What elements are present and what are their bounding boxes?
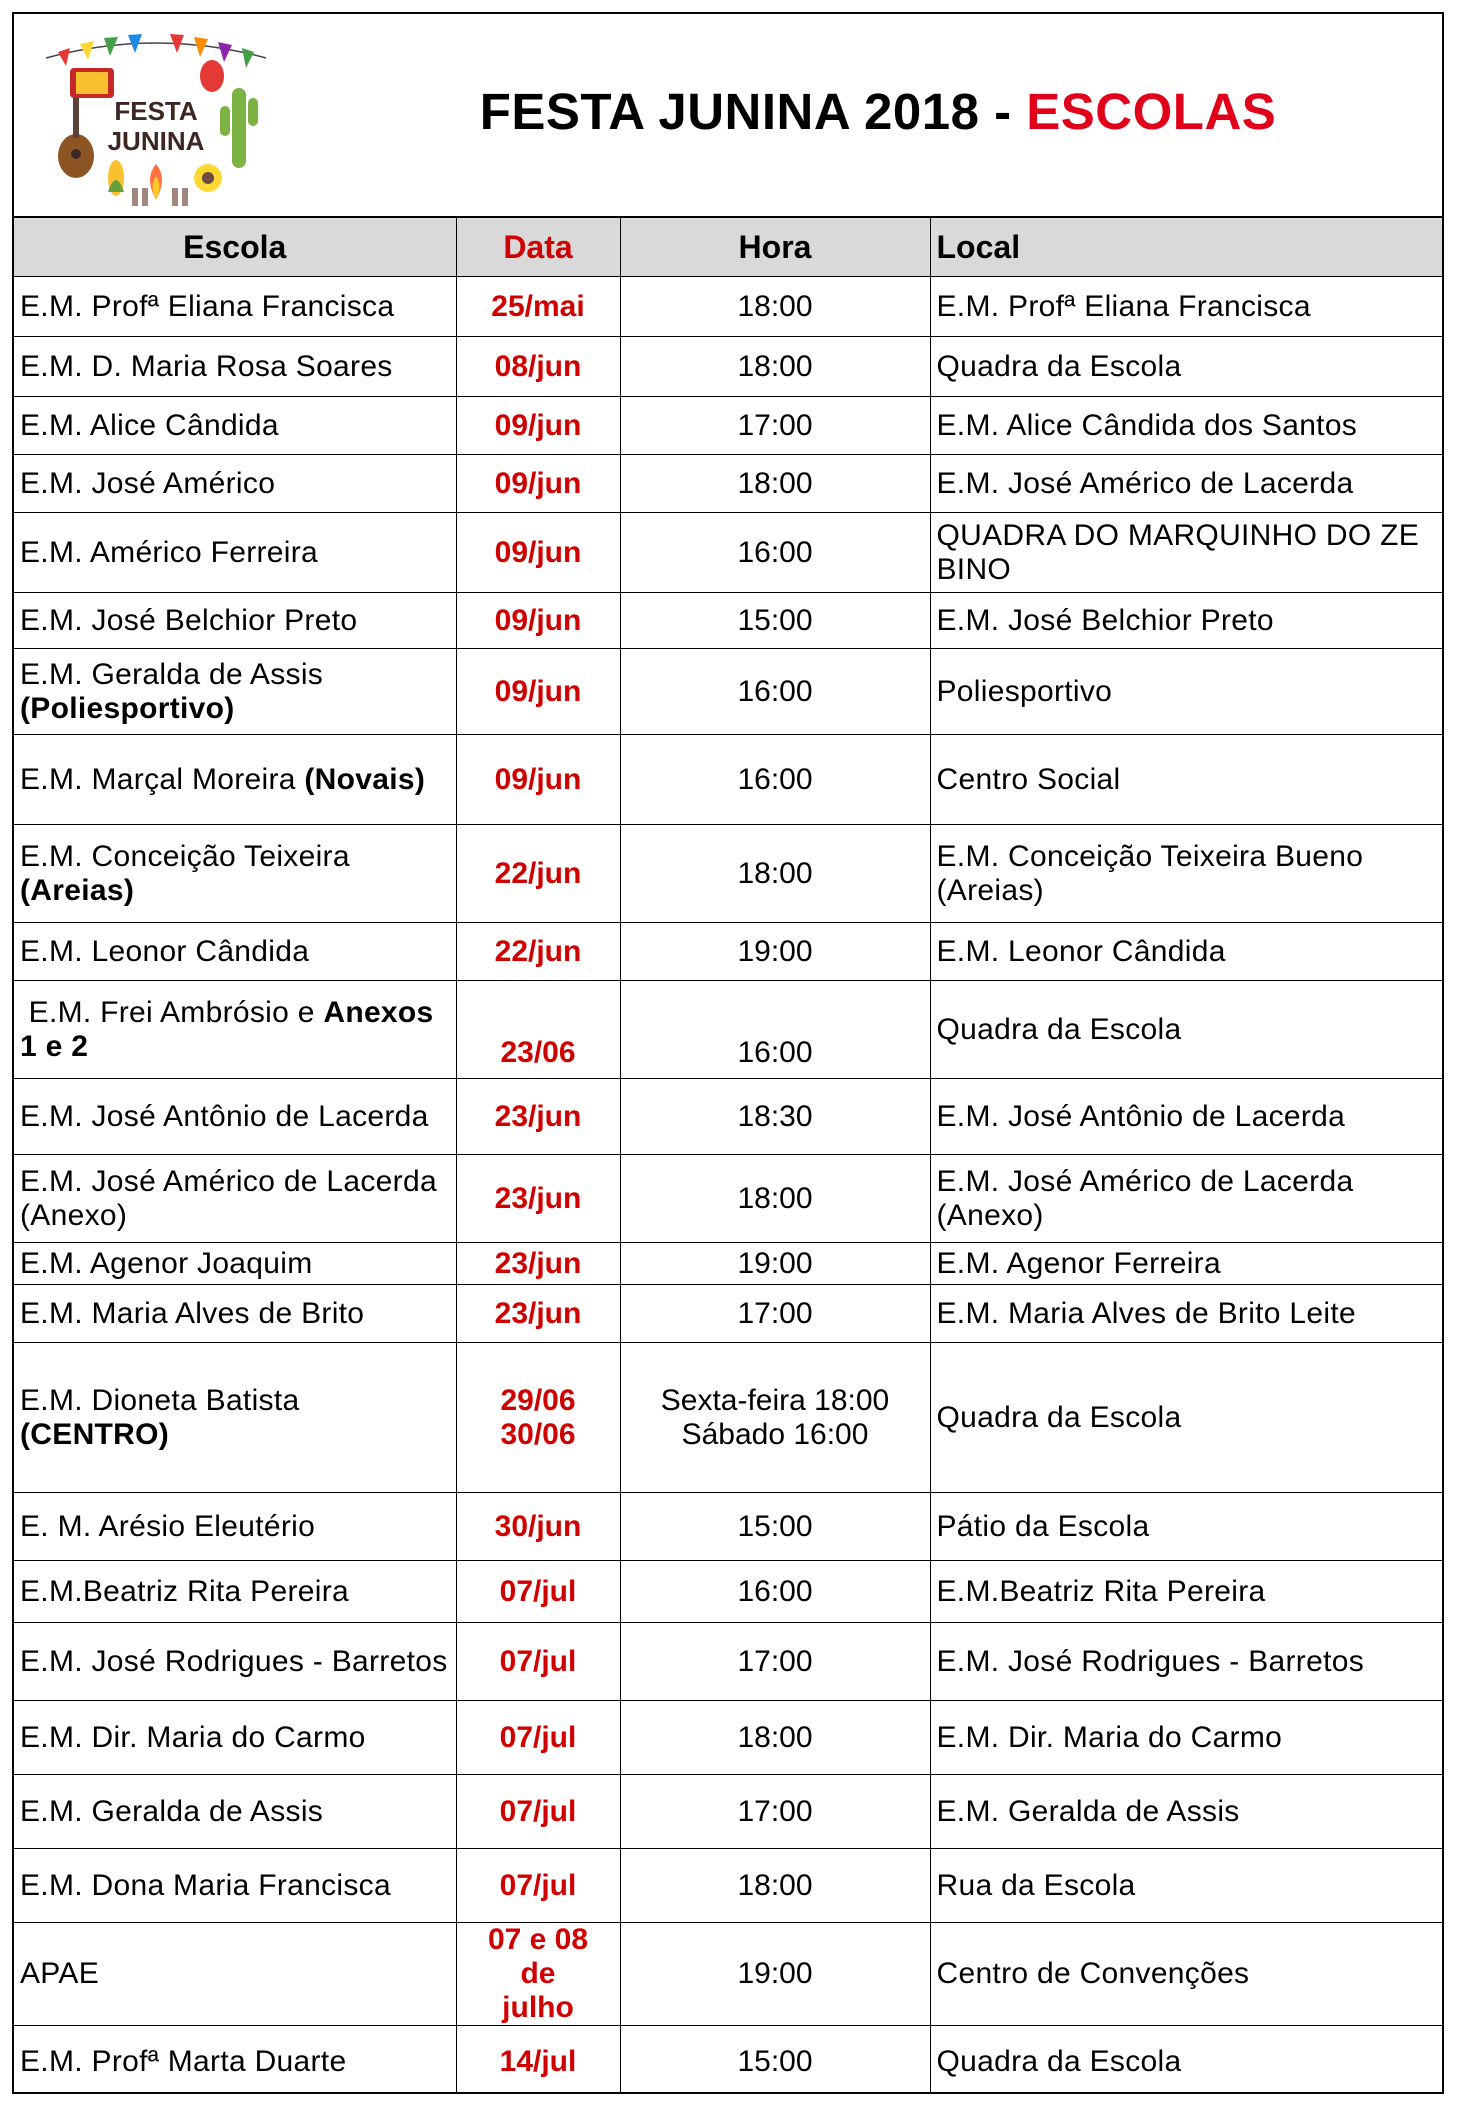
table-row xyxy=(14,455,1444,513)
cell-escola: E.M. Leonor Cândida xyxy=(14,923,456,981)
cell-escola: E.M. José Américo xyxy=(14,455,456,513)
table-row xyxy=(14,277,1444,337)
table-row xyxy=(14,1701,1444,1775)
cell-escola: E.M. Alice Cândida xyxy=(14,397,456,455)
cell-hora xyxy=(620,1343,930,1493)
cell-local: Pátio da Escola xyxy=(930,1493,1444,1561)
cell-hora: 17:00 xyxy=(620,1775,930,1849)
cell-local: E.M. José Rodrigues - Barretos xyxy=(930,1623,1444,1701)
logo-text-2: JUNINA xyxy=(107,126,205,156)
cell-data: 07/jul xyxy=(456,1561,620,1623)
cell-local: E.M. Maria Alves de Brito Leite xyxy=(930,1285,1444,1343)
cell-data: 22/jun xyxy=(456,923,620,981)
cell-data: 22/jun xyxy=(456,825,620,923)
cell-escola xyxy=(14,825,456,923)
escola-name: E.M. Dioneta Batista xyxy=(20,1383,300,1417)
table-row xyxy=(14,649,1444,735)
cell-data: 23/jun xyxy=(456,1155,620,1243)
cell-escola xyxy=(14,1343,456,1493)
cell-hora: 19:00 xyxy=(620,1243,930,1285)
date-2: 30/06 xyxy=(500,1417,576,1451)
cell-hora: 18:00 xyxy=(620,277,930,337)
time-1: Sexta-feira 18:00 xyxy=(660,1383,890,1417)
cell-hora: 18:00 xyxy=(620,1849,930,1923)
table-row xyxy=(14,1923,1444,2026)
date-1: 29/06 xyxy=(500,1383,576,1417)
cell-escola: E. M. Arésio Eleutério xyxy=(14,1493,456,1561)
cell-escola: E.M. José Américo de Lacerda (Anexo) xyxy=(14,1155,456,1243)
table-row xyxy=(14,513,1444,593)
schedule-table xyxy=(14,218,1444,2094)
cell-hora: 18:00 xyxy=(620,825,930,923)
cell-data: 09/jun xyxy=(456,513,620,593)
cell-escola xyxy=(14,735,456,825)
cell-hora: 17:00 xyxy=(620,1623,930,1701)
logo-text-1: FESTA xyxy=(114,96,198,126)
table-row xyxy=(14,981,1444,1079)
cell-local: E.M.Beatriz Rita Pereira xyxy=(930,1561,1444,1623)
escola-name-bold: (Novais) xyxy=(304,762,426,796)
cell-local: Centro de Convenções xyxy=(930,1923,1444,2026)
time-2: Sábado 16:00 xyxy=(681,1417,869,1451)
cell-local: QUADRA DO MARQUINHO DO ZE BINO xyxy=(930,513,1444,593)
cell-local: E.M. Geralda de Assis xyxy=(930,1775,1444,1849)
cell-local: Poliesportivo xyxy=(930,649,1444,735)
table-row xyxy=(14,2025,1444,2094)
escola-name: E.M. Frei Ambrósio e xyxy=(28,995,315,1029)
cell-local: Centro Social xyxy=(930,735,1444,825)
cell-hora: 15:00 xyxy=(620,1493,930,1561)
cell-hora: 18:00 xyxy=(620,455,930,513)
cell-local: Quadra da Escola xyxy=(930,981,1444,1079)
table-row xyxy=(14,1775,1444,1849)
cell-local: E.M. José Américo de Lacerda (Anexo) xyxy=(930,1155,1444,1243)
header xyxy=(14,14,1442,218)
cell-local: E.M. Alice Cândida dos Santos xyxy=(930,397,1444,455)
cell-hora: 19:00 xyxy=(620,923,930,981)
cell-data: 23/jun xyxy=(456,1079,620,1155)
cell-hora: 19:00 xyxy=(620,1923,930,2026)
table-row xyxy=(14,1343,1444,1493)
escola-name-bold: Anexos 1 e 2 xyxy=(20,995,434,1063)
table-row xyxy=(14,1493,1444,1561)
escola-name: E.M. Geralda de Assis xyxy=(20,657,324,691)
table-row xyxy=(14,397,1444,455)
cell-data: 07/jul xyxy=(456,1623,620,1701)
cell-escola: E.M. Dir. Maria do Carmo xyxy=(14,1701,456,1775)
column-header-local: Local xyxy=(930,218,1444,277)
cell-data: 14/jul xyxy=(456,2025,620,2094)
cell-local: E.M. Profª Eliana Francisca xyxy=(930,277,1444,337)
cell-local: Quadra da Escola xyxy=(930,2025,1444,2094)
cell-hora: 17:00 xyxy=(620,397,930,455)
table-row xyxy=(14,735,1444,825)
cell-escola: APAE xyxy=(14,1923,456,2026)
cell-data: 07/jul xyxy=(456,1775,620,1849)
cell-local: E.M. Dir. Maria do Carmo xyxy=(930,1701,1444,1775)
table-row xyxy=(14,1623,1444,1701)
schedule-sheet xyxy=(12,12,1444,2094)
escola-name-bold: (CENTRO) xyxy=(20,1417,170,1451)
festa-junina-logo xyxy=(36,28,276,208)
cell-local: E.M. José Américo de Lacerda xyxy=(930,455,1444,513)
cell-data: 07 e 08 de julho xyxy=(456,1923,620,2026)
cell-data: 09/jun xyxy=(456,455,620,513)
table-row xyxy=(14,923,1444,981)
cell-hora: 16:00 xyxy=(620,649,930,735)
title-main: FESTA JUNINA 2018 - xyxy=(479,83,1027,140)
table-row xyxy=(14,1243,1444,1285)
cell-data: 23/jun xyxy=(456,1285,620,1343)
cell-data: 23/06 xyxy=(456,981,620,1079)
cell-hora: 18:00 xyxy=(620,1155,930,1243)
cell-hora: 16:00 xyxy=(620,735,930,825)
cell-data: 30/jun xyxy=(456,1493,620,1561)
title-accent: ESCOLAS xyxy=(1026,83,1277,140)
cell-local: E.M. Agenor Ferreira xyxy=(930,1243,1444,1285)
column-header-escola: Escola xyxy=(14,218,456,277)
table-row xyxy=(14,1155,1444,1243)
cell-data: 09/jun xyxy=(456,593,620,649)
cell-local: Quadra da Escola xyxy=(930,1343,1444,1493)
cell-local: Rua da Escola xyxy=(930,1849,1444,1923)
table-row xyxy=(14,1561,1444,1623)
cell-escola: E.M. José Belchior Preto xyxy=(14,593,456,649)
cell-data: 09/jun xyxy=(456,397,620,455)
table-row xyxy=(14,1849,1444,1923)
cell-data: 09/jun xyxy=(456,649,620,735)
cell-data: 25/mai xyxy=(456,277,620,337)
cell-escola: E.M. José Rodrigues - Barretos xyxy=(14,1623,456,1701)
cell-data: 09/jun xyxy=(456,735,620,825)
column-header-hora: Hora xyxy=(620,218,930,277)
cell-escola xyxy=(14,981,456,1079)
cell-escola: E.M. Dona Maria Francisca xyxy=(14,1849,456,1923)
column-header-data: Data xyxy=(456,218,620,277)
cell-escola xyxy=(14,649,456,735)
cell-hora: 15:00 xyxy=(620,2025,930,2094)
cell-escola: E.M. D. Maria Rosa Soares xyxy=(14,337,456,397)
cell-hora: 15:00 xyxy=(620,593,930,649)
cell-hora: 18:30 xyxy=(620,1079,930,1155)
cell-data: 08/jun xyxy=(456,337,620,397)
cell-local: Quadra da Escola xyxy=(930,337,1444,397)
escola-name: E.M. Conceição Teixeira xyxy=(20,839,350,873)
cell-data: 23/jun xyxy=(456,1243,620,1285)
cell-escola: E.M. Maria Alves de Brito xyxy=(14,1285,456,1343)
cell-local: E.M. José Antônio de Lacerda xyxy=(930,1079,1444,1155)
escola-name: E.M. Marçal Moreira xyxy=(20,762,296,796)
cell-escola: E.M. Geralda de Assis xyxy=(14,1775,456,1849)
table-row xyxy=(14,337,1444,397)
cell-escola: E.M. Profª Eliana Francisca xyxy=(14,277,456,337)
cell-hora: 18:00 xyxy=(620,337,930,397)
table-row xyxy=(14,1285,1444,1343)
page-title xyxy=(314,82,1442,141)
escola-name-bold: (Areias) xyxy=(20,873,135,907)
cell-hora: 18:00 xyxy=(620,1701,930,1775)
table-row xyxy=(14,825,1444,923)
cell-escola: E.M. Profª Marta Duarte xyxy=(14,2025,456,2094)
cell-local: E.M. José Belchior Preto xyxy=(930,593,1444,649)
cell-data: 07/jul xyxy=(456,1849,620,1923)
cell-escola: E.M. José Antônio de Lacerda xyxy=(14,1079,456,1155)
cell-local: E.M. Conceição Teixeira Bueno (Areias) xyxy=(930,825,1444,923)
cell-local: E.M. Leonor Cândida xyxy=(930,923,1444,981)
cell-hora: 16:00 xyxy=(620,1561,930,1623)
cell-data: 07/jul xyxy=(456,1701,620,1775)
table-row xyxy=(14,593,1444,649)
escola-name-bold: (Poliesportivo) xyxy=(20,691,235,725)
table-header-row xyxy=(14,218,1444,277)
cell-hora: 17:00 xyxy=(620,1285,930,1343)
table-row xyxy=(14,1079,1444,1155)
cell-escola: E.M.Beatriz Rita Pereira xyxy=(14,1561,456,1623)
cell-hora: 16:00 xyxy=(620,513,930,593)
cell-data xyxy=(456,1343,620,1493)
cell-escola: E.M. Agenor Joaquim xyxy=(14,1243,456,1285)
cell-hora: 16:00 xyxy=(620,981,930,1079)
cell-escola: E.M. Américo Ferreira xyxy=(14,513,456,593)
